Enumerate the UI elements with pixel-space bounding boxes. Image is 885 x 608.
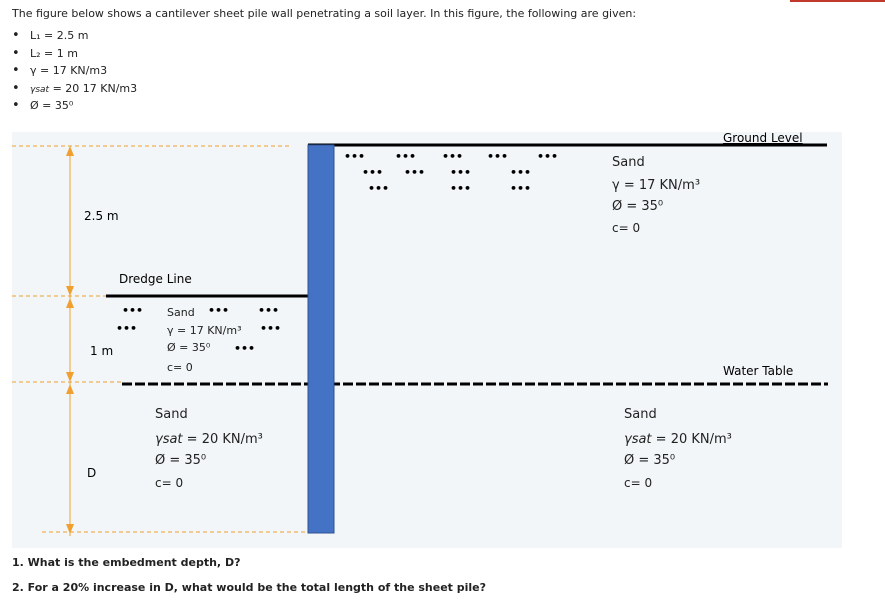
zone-right-low-c: c= 0	[624, 476, 653, 490]
zone-left-low-gamma: γsat = 20 KN/m³	[155, 432, 263, 447]
water-table-label: Water Table	[723, 364, 794, 378]
bullet-icon: •	[12, 80, 20, 96]
zone-right-top-c: c= 0	[612, 221, 641, 235]
soil-dots: •••	[510, 182, 532, 195]
arrowhead-icon	[66, 146, 74, 156]
zone-left-low-c: c= 0	[155, 476, 184, 490]
soil-dots: •••	[450, 182, 472, 195]
zone-left-mid-gamma: γ = 17 KN/m³	[167, 324, 242, 337]
ground-level-label: Ground Level	[723, 132, 803, 145]
zone-right-top-phi: Ø = 35⁰	[612, 199, 664, 214]
zone-right-top-gamma: γ = 17 KN/m³	[612, 178, 701, 193]
question-2: 2. For a 20% increase in D, what would be the total length of the sheet pile?	[12, 581, 487, 594]
soil-dots: •••	[450, 166, 472, 179]
zone-right-low-gamma: γsat = 20 KN/m³	[624, 432, 732, 447]
zone-left-low-phi: Ø = 35⁰	[155, 453, 207, 468]
sheet-pile-diagram	[12, 132, 842, 548]
given-item-phi: • Ø = 35⁰	[12, 98, 74, 113]
question-1: 1. What is the embedment depth, D?	[12, 556, 241, 569]
intro-text: The figure below shows a cantilever sheet pile wall penetrating a soil layer. In this figure, the following are given:	[12, 7, 637, 20]
given-item-l1: • L₁ = 2.5 m	[12, 28, 89, 43]
soil-dots: •••	[368, 182, 390, 195]
dim-label-depth: D	[87, 466, 97, 480]
bullet-icon: •	[12, 28, 20, 43]
soil-dots: •••	[116, 322, 138, 335]
arrowhead-icon	[66, 384, 74, 394]
soil-dots: •••	[260, 322, 282, 335]
soil-dots: •••	[487, 150, 509, 163]
questions	[12, 556, 486, 606]
bullet-icon: •	[12, 63, 20, 78]
zone-right-low-soil: Sand	[624, 407, 657, 422]
soil-dots: •••	[395, 150, 417, 163]
soil-dots: •••	[404, 166, 426, 179]
soil-dots: •••	[537, 150, 559, 163]
soil-dots: •••	[208, 304, 230, 317]
given-item-l2: • L₂ = 1 m	[12, 45, 78, 61]
bullet-icon: •	[12, 98, 20, 113]
soil-dots: •••	[344, 150, 366, 163]
arrowhead-icon	[66, 372, 74, 382]
given-list	[12, 27, 137, 115]
soil-dots: •••	[362, 166, 384, 179]
given-item-gamma-sat: • γsat = 20 17 KN/m3	[12, 80, 138, 96]
zone-left-mid-c: c= 0	[167, 361, 193, 374]
sheet-pile-figure	[12, 132, 842, 548]
bullet-icon: •	[12, 45, 20, 61]
zone-left-mid-phi: Ø = 35⁰	[167, 341, 211, 354]
soil-dots: •••	[258, 304, 280, 317]
top-right-accent-line	[790, 0, 885, 2]
soil-dots: •••	[442, 150, 464, 163]
given-item-gamma: • γ = 17 KN/m3	[12, 63, 108, 78]
arrowhead-icon	[66, 298, 74, 308]
dim-label-upper: 2.5 m	[84, 209, 119, 223]
zone-right-low-phi: Ø = 35⁰	[624, 453, 676, 468]
dim-label-middle: 1 m	[90, 344, 114, 358]
zone-left-mid-soil: Sand	[167, 306, 195, 319]
sheet-pile	[308, 145, 334, 533]
soil-dots: •••	[122, 304, 144, 317]
zone-left-low-soil: Sand	[155, 407, 188, 422]
soil-dots: •••	[510, 166, 532, 179]
zone-right-top-soil: Sand	[612, 155, 645, 170]
arrowhead-icon	[66, 286, 74, 296]
dredge-line-label: Dredge Line	[119, 272, 192, 286]
soil-dots: •••	[234, 342, 256, 355]
